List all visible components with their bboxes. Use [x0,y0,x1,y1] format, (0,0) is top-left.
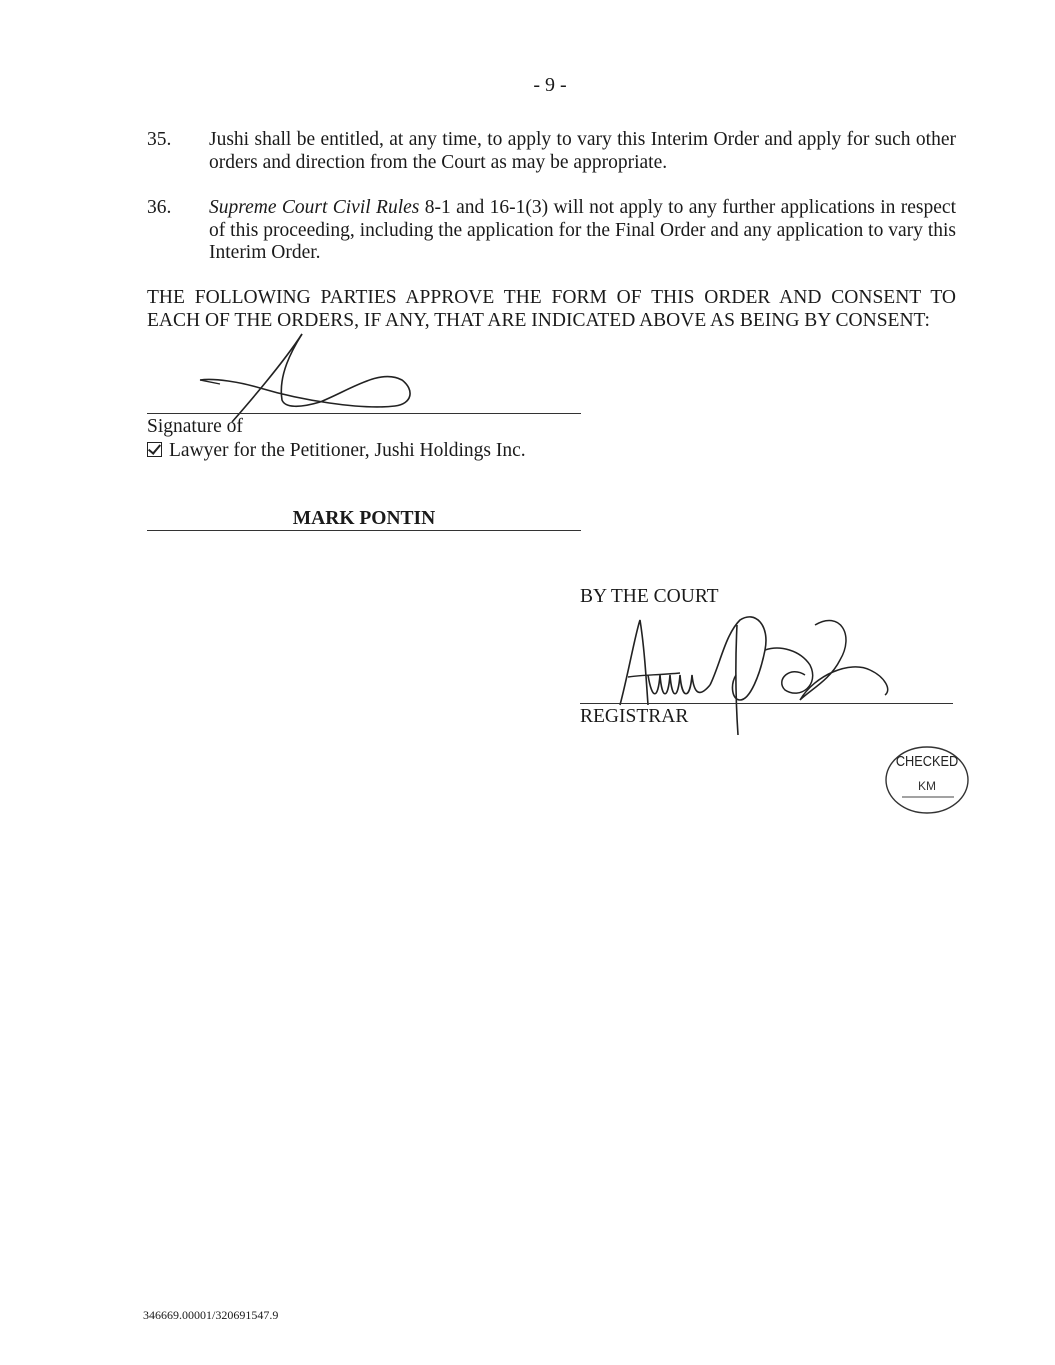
stamp-text: CHECKED [895,753,959,770]
paragraph-36 [147,197,956,265]
by-the-court-heading: BY THE COURT [580,586,719,607]
registrar-signature-line [580,703,953,704]
page-number: - 9 - [533,74,567,96]
paragraph-text [209,197,956,265]
stamp-initials: KM [918,779,936,793]
lawyer-capacity-text: Lawyer for the Petitioner, Jushi Holdings Inc. [169,440,526,461]
paragraph-35 [147,129,956,174]
consent-statement: THE FOLLOWING PARTIES APPROVE THE FORM OF THIS ORDER AND CONSENT TO EACH OF THE ORDERS, IF ANY, THAT ARE INDICATED ABOVE AS BEING BY CONSENT: [147,287,956,331]
lawyer-capacity [147,440,526,463]
paragraph-text: Jushi shall be entitled, at any time, to apply to vary this Interim Order and apply for such other orders and direction from the Court as may be appropriate. [209,129,956,173]
registrar-label: REGISTRAR [580,706,689,727]
paragraph-number: 36. [147,197,172,218]
checked-stamp [884,745,970,815]
checked-box-icon [147,442,162,457]
lawyer-name: MARK PONTIN [292,508,436,529]
paragraph-body: 8-1 and 16-1(3) will not apply to any further applications in respect of this proceeding, including the application for the Final Order and any application to vary this Interim Order. [209,197,956,263]
document-reference: 346669.00001/320691547.9 [143,1308,279,1322]
rules-citation: Supreme Court Civil Rules [209,197,420,218]
name-line [147,530,581,531]
paragraph-number: 35. [147,129,172,150]
lawyer-signature [190,330,420,425]
signature-of-label: Signature of [147,416,243,437]
signature-line [147,413,581,414]
